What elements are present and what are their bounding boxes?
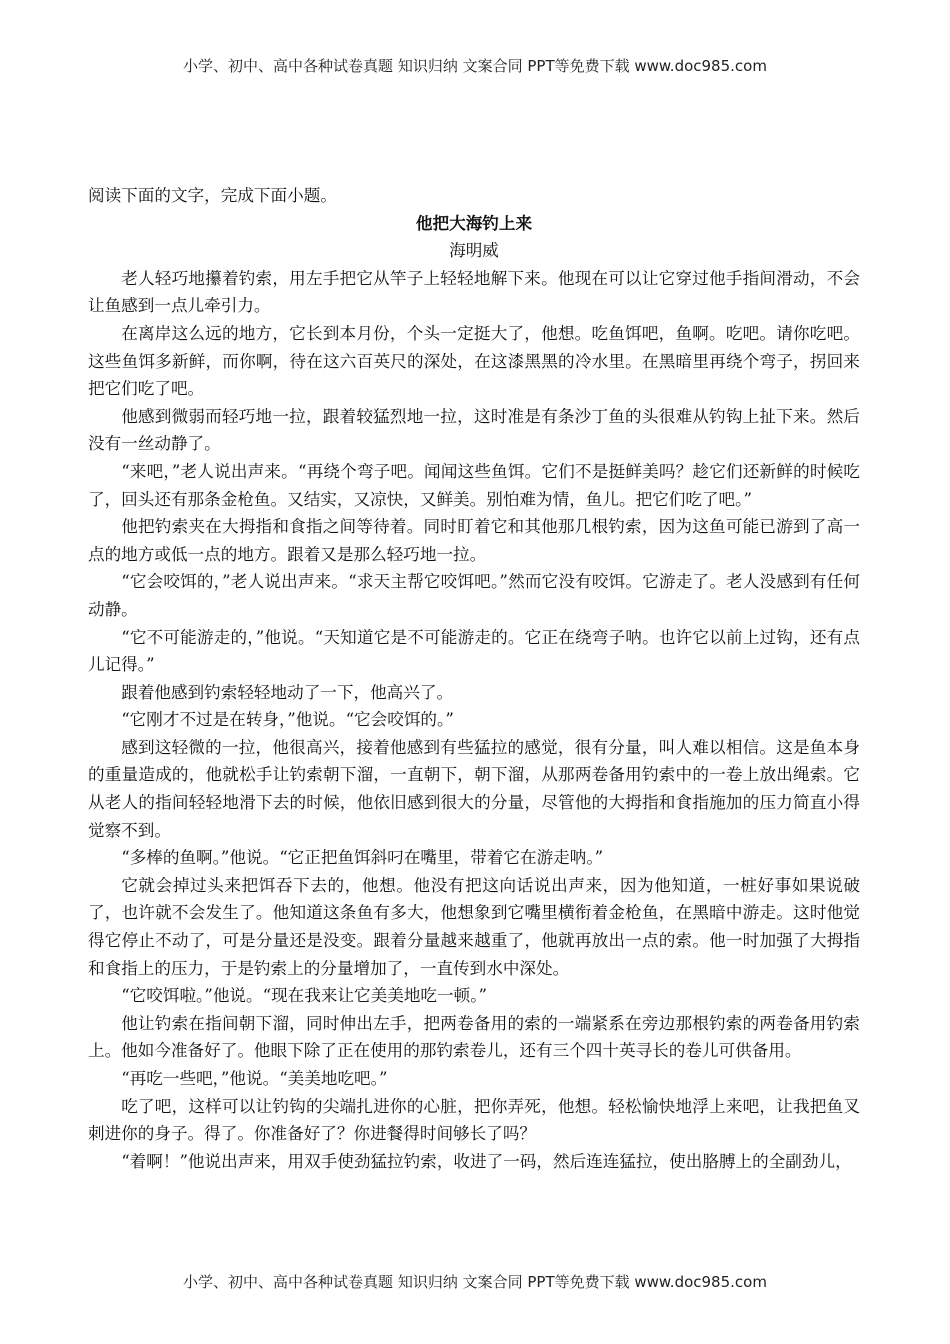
paragraph: “多棒的鱼啊。”他说。“它正把鱼饵斜叼在嘴里，带着它在游走呐。”	[121, 848, 604, 868]
paragraph: 他把钓索夹在大拇指和食指之间等待着。同时盯着它和其他那几根钓索，因为这鱼可能已游到了高一点的地方或低一点的地方。跟着又是那么轻巧地一拉。	[88, 517, 860, 564]
paragraph: 他感到微弱而轻巧地一拉，跟着较猛烈地一拉，这时准是有条沙丁鱼的头很难从钓钩上扯下来。然后没有一丝动静了。	[88, 406, 860, 454]
paragraph: “再吃一些吧，”他说。“美美地吃吧。”	[121, 1069, 388, 1088]
instruction-text: 阅读下面的文字，完成下面小题。	[88, 186, 337, 205]
article-author: 海明威	[449, 241, 499, 261]
paragraph: “来吧，”老人说出声来。“再绕个弯子吧。闻闻这些鱼饵。它们不是挺鲜美吗？趁它们还新鲜的时候吃了，回头还有那条金枪鱼。又结实，又凉快，又鲜美。别怕难为情，鱼儿。把它们吃了吧。”	[88, 461, 860, 509]
paragraph: “着啊！”他说出声来，用双手使劲猛拉钓索，收进了一码，然后连连猛拉，使出胳膊上的全副劲儿，	[121, 1151, 852, 1171]
article-paragraphs	[88, 265, 860, 1176]
paragraph: “它咬饵啦。”他说。“现在我来让它美美地吃一顿。”	[121, 986, 487, 1006]
paragraph: 感到这轻微的一拉，他很高兴，接着他感到有些猛拉的感觉，很有分量，叫人难以相信。这是鱼本身的重量造成的，他就松手让钓索朝下溜，一直朝下，朝下溜，从那两卷备用钓索中的一卷上放出绳索。它从老人的指间轻轻地滑下去的时候，他依旧感到很大的分量，尽管他的大拇指和食指施加的压力简直小得觉察不到。	[88, 737, 860, 840]
paragraph: “它不可能游走的，”他说。“天知道它是不可能游走的。它正在绕弯子呐。也许它以前上过钩，还有点儿记得。”	[88, 627, 860, 675]
paragraph: 它就会掉过头来把饵吞下去的，他想。他没有把这向话说出声来，因为他知道，一桩好事如果说破了，也许就不会发生了。他知道这条鱼有多大，他想象到它嘴里横衔着金枪鱼，在黑暗中游走。这时他觉得它停止不动了，可是分量还是没变。跟着分量越来越重了，他就再放出一点的索。他一时加强了大拇指和食指上的压力，于是钓索上的分量增加了，一直传到水中深处。	[88, 875, 860, 978]
paragraph: 他让钓索在指间朝下溜，同时伸出左手，把两卷备用的索的一端紧系在旁边那根钓索的两卷备用钓索上。他如今准备好了。他眼下除了正在使用的那钓索卷儿，还有三个四十英寻长的卷儿可供备用。	[88, 1013, 860, 1061]
document-body	[88, 182, 860, 1175]
page-header: 小学、初中、高中各种试卷真题 知识归纳 文案合同 PPT等免费下载 www.doc985.com	[183, 57, 767, 75]
paragraph: 老人轻巧地攥着钓索，用左手把它从竿子上轻轻地解下来。他现在可以让它穿过他手指间滑动，不会让鱼感到一点儿牵引力。	[88, 268, 860, 316]
paragraph: 跟着他感到钓索轻轻地动了一下，他高兴了。	[121, 682, 454, 702]
page-footer: 小学、初中、高中各种试卷真题 知识归纳 文案合同 PPT等免费下载 www.doc985.com	[183, 1273, 767, 1291]
paragraph: 吃了吧，这样可以让钓钩的尖端扎进你的心脏，把你弄死，他想。轻松愉快地浮上来吧，让我把鱼叉刺进你的身子。得了。你准备好了？你进餐得时间够长了吗？	[88, 1096, 860, 1144]
article-title: 他把大海钓上来	[415, 212, 533, 233]
paragraph: “它会咬饵的，”老人说出声来。“求天主帮它咬饵吧。”然而它没有咬饵。它游走了。老人没感到有任何动静。	[88, 572, 860, 619]
paragraph: “它刚才不过是在转身，”他说。“它会咬饵的。”	[121, 710, 454, 730]
paragraph: 在离岸这么远的地方，它长到本月份，个头一定挺大了，他想。吃鱼饵吧，鱼啊。吃吧。请你吃吧。这些鱼饵多新鲜，而你啊，待在这六百英尺的深处，在这漆黑黑的冷水里。在黑暗里再绕个弯子，拐回来把它们吃了吧。	[88, 323, 860, 399]
